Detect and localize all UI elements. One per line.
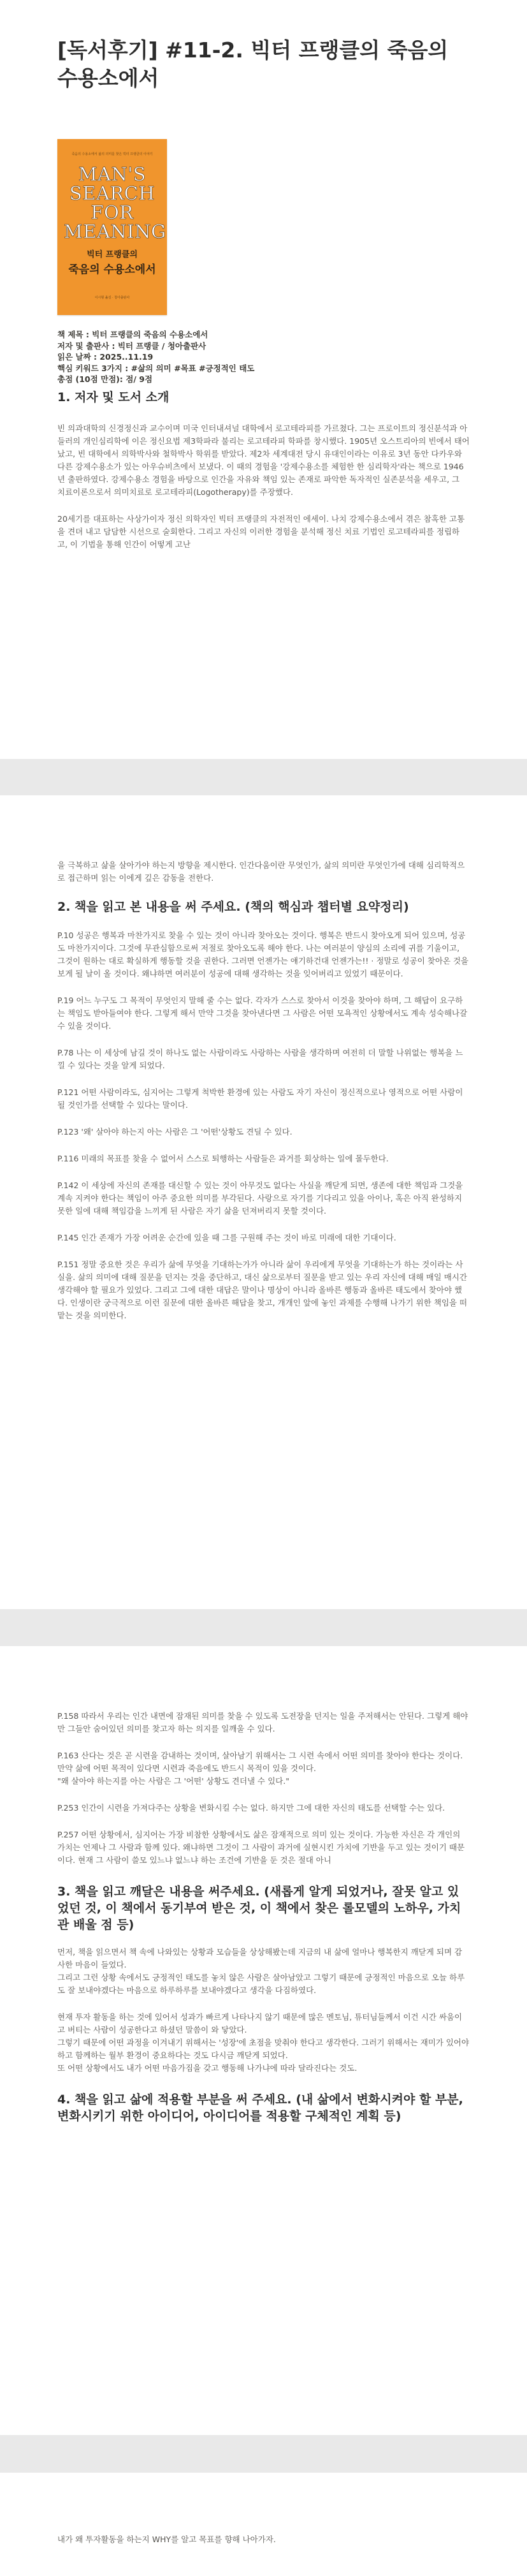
quote-p142: P.142 이 세상에 자신의 존재를 대신할 수 있는 것이 아무것도 없다는 사실을 깨닫게 되면, 생존에 대한 책임과 그것을 계속 지켜야 한다는 책임이 아주 중요한 의미를 부각된다. 사랑으로 자기를 기다리고 있을 아이나, 혹은 아직 완성하지 못한 일에 대해 책임감을 느끼게 된 사람은 자기 삶을 던져버리지 못할 것이다. xyxy=(57,1181,463,1216)
cover-tagline: 죽음의 수용소에서 삶의 의미를 찾은 빅터 프랭클의 이야기 xyxy=(71,152,153,156)
page-2 xyxy=(0,795,527,1609)
book-meta xyxy=(57,329,470,385)
quote-p78: P.78 나는 이 세상에 남길 것이 하나도 없는 사람이라도 사랑하는 사람을 생각하며 여전히 더 말할 나위없는 행복을 느낄 수 있다는 것을 알게 되었다. xyxy=(57,1048,463,1070)
quote-p257: P.257 어떤 상황에서, 심지어는 가장 비참한 상황에서도 삶은 잠재적으로 의미 있는 것이다. 가능한 자신은 각 개인의 가치는 언제나 그 사람과 함께 있다. 왜냐하면 그것이 그 사람이 과거에 실현시킨 가치에 기반을 두고 있는 것이기 때문이다. 현재 그 사람이 쓸모 있느냐 없느냐 하는 조건에 기반을 둔 것은 절대 아니 xyxy=(57,1830,465,1865)
quote-why-live: "왜 살아야 하는지를 아는 사람은 그 '어떤' 상황도 견더낼 수 있다." xyxy=(57,1776,289,1786)
quote-p121: P.121 어떤 사람이라도, 심지어는 그렇게 척박한 환경에 있는 사람도 자기 자신이 정신적으로나 영적으로 어떤 사람이 될 것인가를 선택할 수 있다는 말이다. xyxy=(57,1087,463,1110)
quote-p163: P.163 산다는 것은 곧 시련을 감내하는 것이며, 살아남기 위해서는 그 시련 속에서 어떤 의미를 찾아야 한다는 것이다. 만약 삶에 어떤 목적이 있다면 시련과 죽음에도 반드시 목적이 있을 것이다. xyxy=(57,1751,463,1773)
quote-p10: P.10 성공은 행복과 마찬가지로 찾을 수 있는 것이 아니라 찾아오는 것이다. 행복은 반드시 찾아오게 되어 있으며, 성공도 마찬가지이다. 그것에 무관심함으로써 저절로 찾아오도록 해야 한다. 나는 여러분이 양심의 소리에 귀를 기울이고, 그것이 원하는 대로 확실하게 행동할 것을 권한다. 그러면 언젠가는 얘기하건대 언젠가는!! · 정말로 성공이 찾아온 것을 보게 될 날이 올 것이다. 왜냐하면 여러분이 성공에 대해 생각하는 것을 잊어버리고 있었기 때문이다. xyxy=(57,931,469,978)
section-1-heading: 1. 저자 및 도서 소개 xyxy=(57,390,170,404)
cover-publisher: 이시형 옮김 · 청아출판사 xyxy=(94,296,130,300)
quote-p151: P.151 정말 중요한 것은 우리가 삶에 무엇을 기대하는가가 아니라 삶이 우리에게 무엇을 기대하는가 하는 것이라는 사실을. 삶의 의미에 대해 질문을 던지는 것을 중단하고, 대신 삶으로부터 질문을 받고 있는 우리 자신에 대해 매일 매시간 생각해야 할 필요가 있었다. 그리고 그에 대한 대답은 말이나 명상이 아니라 올바른 행동과 올바른 태도에서 찾아야 했다. 인생이란 궁극적으로 이런 질문에 대한 올바른 해답을 찾고, 개개인 앞에 놓인 과제를 수행해 나가기 위한 책임을 떠맡는 것을 의미한다. xyxy=(57,1260,468,1320)
quote-p116: P.116 미래의 목표를 찾을 수 없어서 스스로 퇴행하는 사람들은 과거를 회상하는 일에 몰두한다. xyxy=(57,1154,389,1163)
meta-score: 총점 (10점 만점): 점/ 9점 xyxy=(57,374,153,384)
section-2-heading: 2. 책을 읽고 본 내용을 써 주세요. (책의 핵심과 챕터별 요약정리) xyxy=(57,900,409,914)
book-intro-continuation: 을 극복하고 삶을 살아가야 하는지 방향을 제시한다. 인간다움이란 무엇인가, 삶의 의미란 무엇인가에 대해 심리학적으로 접근하며 읽는 이에게 깊은 감동을 전한다. xyxy=(57,860,465,883)
quote-p123: P.123 '왜' 살아야 하는지 아는 사람은 그 '어떤'상황도 견딜 수 있다. xyxy=(57,1127,292,1137)
section-3-heading: 3. 책을 읽고 깨달은 내용을 써주세요. (새롭게 알게 되었거나, 잘못 알고 있었던 것, 이 책에서 동기부여 받은 것, 이 책에서 찾은 롤모델의 노하우, 가치관 배울 점 등) xyxy=(57,1885,461,1932)
insight-paragraph-1: 먼저, 책을 읽으면서 책 속에 나와있는 상황과 모습들을 상상해봤는데 지금의 내 삶에 얼마나 행복한지 깨닫게 되며 감사한 마음이 들었다. 그리고 그런 상황 속에서도 긍정적인 태도를 놓치 않은 사람은 살아남았고 그렇기 때문에 긍정적인 마음으로 오늘 하루도 잘 보내야겠다는 마음으로 하루하루를 보내야겠다고 생각을 다짐하였다. xyxy=(57,1947,465,1995)
cover-korean-title: 죽음의 수용소에서 xyxy=(68,263,156,276)
insight-paragraph-2: 현재 투자 활동을 하는 것에 있어서 성과가 빠르게 나타나지 않기 때문에 많은 멘토님, 튜터님들께서 이건 시간 싸움이고 버티는 사람이 성공한다고 하셨던 말씀이 와 닿았다. 그렇기 때문에 어떤 과정을 이겨내기 위해서는 '성장'에 초점을 맞춰야 한다고 생각한다. 그러기 위해서는 재미가 있어야 하고 함께하는 월부 환경이 중요하다는 것도 다시금 깨닫게 되었다. 또 어떤 상황에서도 내가 어떤 마음가짐을 갖고 행동해 나가냐에 따라 달라진다는 것도. xyxy=(57,2012,470,2073)
cover-english-title: MAN'S SEARCH FOR MEANING xyxy=(64,163,166,242)
quote-p19: P.19 어느 누구도 그 목적이 무엇인지 말해 줄 수는 없다. 각자가 스스로 찾아서 이것을 찾아야 하며, 그 해답이 요구하는 책임도 받아들여야 한다. 그렇게 해서 만약 그것을 찾아낸다면 그 사람은 어떤 모욕적인 상황에서도 계속 성숙해나갈 수 있을 것이다. xyxy=(57,996,468,1031)
meta-date: 읽은 날짜 : 2025..11.19 xyxy=(57,352,154,362)
book-cover-image xyxy=(57,139,167,315)
quote-p145: P.145 인간 존재가 가장 어려운 순간에 있을 때 그를 구원해 주는 것이 바로 미래에 대한 기대이다. xyxy=(57,1233,396,1242)
book-intro-paragraph: 20세기를 대표하는 사상가이자 정신 의학자인 빅터 프랭클의 자전적인 에세이. 나치 강제수용소에서 겪은 참혹한 고통을 견뎌 내고 담담한 시선으로 술회한다. 그리고 자신의 이러한 경험을 분석해 정신 치료 기법인 로고테라피를 정립하고, 이 기법을 통해 인간이 어떻게 고난 xyxy=(57,513,465,549)
meta-title: 책 제목 : 빅터 프랭클의 죽음의 수용소에서 xyxy=(57,330,208,339)
cover-author: 빅터 프랭클의 xyxy=(87,250,138,260)
page-1 xyxy=(0,0,527,759)
post-title: [독서후기] #11-2. 빅터 프랭클의 죽음의 수용소에서 xyxy=(57,38,449,91)
meta-keywords: 핵심 키워드 3가지 : #삶의 의미 #목표 #긍정적인 태도 xyxy=(57,363,255,373)
section-4-heading: 4. 책을 읽고 삶에 적용할 부분을 써 주세요. (내 삶에서 변화시켜야 할 부분, 변화시키기 위한 아이디어, 아이디어를 적용할 구체적인 계획 등) xyxy=(57,2093,463,2123)
page-4 xyxy=(0,2473,527,2576)
quote-p158: P.158 따라서 우리는 인간 내면에 잠재된 의미를 찾을 수 있도록 도전장을 던지는 일을 주저해서는 안된다. 그렇게 해야만 그들안 숨어있던 의미를 찾고자 하는 의지를 일깨울 수 있다. xyxy=(57,1711,468,1733)
quote-p253: P.253 인간이 시련을 가져다주는 상황을 변화시킬 수는 없다. 하지만 그에 대한 자신의 태도를 선택할 수는 있다. xyxy=(57,1803,445,1813)
application-text: 내가 왜 투자활동을 하는지 WHY를 알고 목표를 향해 나아가자. xyxy=(57,2535,276,2544)
meta-author: 저자 및 출판사 : 빅터 프랭클 / 청아출판사 xyxy=(57,341,206,351)
author-intro-paragraph: 빈 의과대학의 신경정신과 교수이며 미국 인터내셔널 대학에서 로고테라피를 가르쳤다. 그는 프로이트의 정신분석과 아들러의 개인심리학에 이은 정신요법 제3학파라 불리는 로고테라피 학파를 창시했다. 1905년 오스트리아의 빈에서 태어났고, 빈 대학에서 의학박사와 철학박사 학위를 받았다. 제2차 세계대전 당시 유대인이라는 이유로 3년 동안 다카우와 다른 강제수용소가 있는 아우슈비츠에서 보냈다. 이 때의 경험을 '강제수용소를 체험한 한 심리학자'라는 책으로 1946년 출판하였다. 강제수용소 경험을 바탕으로 인간을 자유와 책임 있는 존재로 파악한 독자적인 실존분석을 세우고, 그 치료이론으로서 의미치료로 로고테라피(Logotherapy)를 주장했다. xyxy=(57,423,470,497)
page-3 xyxy=(0,1646,527,2435)
